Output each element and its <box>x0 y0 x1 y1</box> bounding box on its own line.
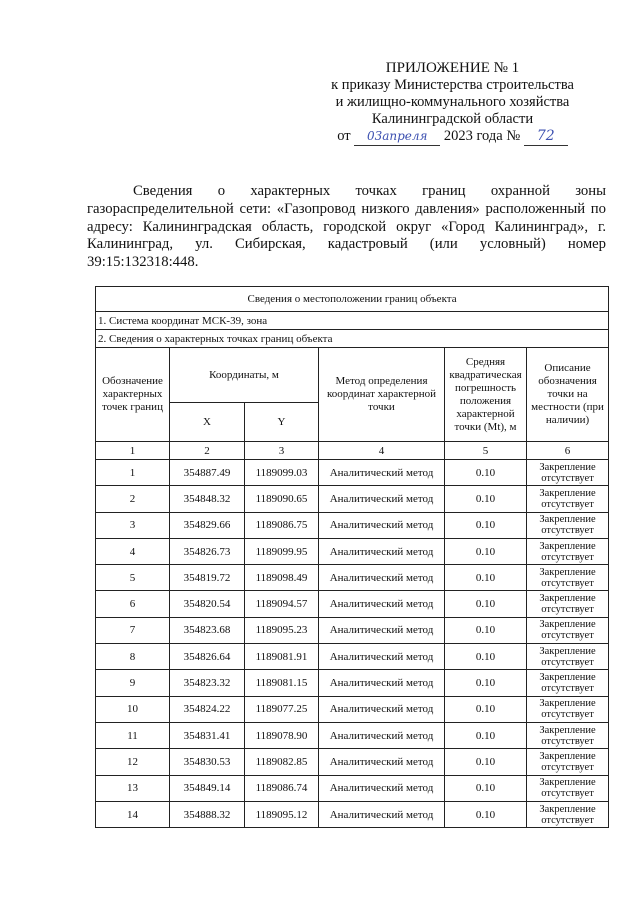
description: Закрепление отсутствует <box>527 460 609 486</box>
table-row <box>96 644 609 670</box>
column-number: 1 <box>96 442 170 460</box>
intro-paragraph <box>87 183 606 272</box>
table-row <box>96 538 609 564</box>
header-y: Y <box>245 403 319 442</box>
coord-x: 354831.41 <box>170 722 245 748</box>
order-line-2: и жилищно-коммунального хозяйства <box>335 94 570 110</box>
boundary-points-table <box>95 286 609 828</box>
handwritten-date: 03апреля <box>354 128 440 146</box>
method: Аналитический метод <box>319 696 445 722</box>
method: Аналитический метод <box>319 591 445 617</box>
column-number: 2 <box>170 442 245 460</box>
order-date-line <box>300 128 605 146</box>
intro-text: Сведения о характерных точках границ охранной зоны газораспределительной сети: «Газопровод низкого давления» расположенный по адресу: Калининградская область, городской округ «Город Калининград», г. Калининград, ул. Сибирская, кадастровый (или условный) номер 39:15:132318:448. <box>87 183 606 271</box>
coord-x: 354849.14 <box>170 775 245 801</box>
coord-x: 354848.32 <box>170 486 245 512</box>
method: Аналитический метод <box>319 722 445 748</box>
coord-x: 354887.49 <box>170 460 245 486</box>
point-number: 5 <box>96 565 170 591</box>
description: Закрепление отсутствует <box>527 644 609 670</box>
coord-y: 1189099.95 <box>245 538 319 564</box>
description: Закрепление отсутствует <box>527 696 609 722</box>
point-number: 13 <box>96 775 170 801</box>
coord-y: 1189081.15 <box>245 670 319 696</box>
table-row <box>96 670 609 696</box>
column-number: 3 <box>245 442 319 460</box>
header-coordinates: Координаты, м <box>170 348 319 403</box>
table-row <box>96 460 609 486</box>
column-number: 4 <box>319 442 445 460</box>
point-number: 11 <box>96 722 170 748</box>
point-number: 4 <box>96 538 170 564</box>
description: Закрепление отсутствует <box>527 538 609 564</box>
method: Аналитический метод <box>319 565 445 591</box>
coord-x: 354823.68 <box>170 617 245 643</box>
table-title: Сведения о местоположении границ объекта <box>96 287 609 312</box>
description: Закрепление отсутствует <box>527 591 609 617</box>
table-row <box>96 512 609 538</box>
method: Аналитический метод <box>319 538 445 564</box>
description: Закрепление отсутствует <box>527 617 609 643</box>
table-row <box>96 591 609 617</box>
column-number: 6 <box>527 442 609 460</box>
point-number: 8 <box>96 644 170 670</box>
date-prefix: от <box>337 128 351 144</box>
coord-y: 1189095.12 <box>245 801 319 827</box>
coord-y: 1189090.65 <box>245 486 319 512</box>
point-number: 1 <box>96 460 170 486</box>
coord-y: 1189078.90 <box>245 722 319 748</box>
error-value: 0.10 <box>445 696 527 722</box>
error-value: 0.10 <box>445 644 527 670</box>
coord-y: 1189081.91 <box>245 644 319 670</box>
point-number: 7 <box>96 617 170 643</box>
point-number: 2 <box>96 486 170 512</box>
coord-x: 354819.72 <box>170 565 245 591</box>
method: Аналитический метод <box>319 749 445 775</box>
coord-y: 1189086.74 <box>245 775 319 801</box>
order-line-3: Калининградской области <box>371 111 534 127</box>
table-row <box>96 801 609 827</box>
handwritten-number: 72 <box>524 128 568 146</box>
method: Аналитический метод <box>319 644 445 670</box>
error-value: 0.10 <box>445 512 527 538</box>
coord-y: 1189099.03 <box>245 460 319 486</box>
error-value: 0.10 <box>445 460 527 486</box>
description: Закрепление отсутствует <box>527 722 609 748</box>
order-line-1: к приказу Министерства строительства <box>331 77 574 93</box>
error-value: 0.10 <box>445 565 527 591</box>
point-number: 3 <box>96 512 170 538</box>
method: Аналитический метод <box>319 460 445 486</box>
coordinate-system-row: 1. Система координат МСК-39, зона <box>96 312 609 330</box>
coord-x: 354824.22 <box>170 696 245 722</box>
coord-x: 354826.73 <box>170 538 245 564</box>
coord-x: 354830.53 <box>170 749 245 775</box>
coord-x: 354888.32 <box>170 801 245 827</box>
coord-y: 1189098.49 <box>245 565 319 591</box>
coord-y: 1189095.23 <box>245 617 319 643</box>
error-value: 0.10 <box>445 775 527 801</box>
table-row <box>96 696 609 722</box>
table-row <box>96 722 609 748</box>
method: Аналитический метод <box>319 617 445 643</box>
header-method: Метод определения координат характерной точки <box>319 348 445 442</box>
table-row <box>96 617 609 643</box>
year-text: 2023 года № <box>443 128 521 144</box>
coord-y: 1189094.57 <box>245 591 319 617</box>
table-row <box>96 775 609 801</box>
header-point: Обозначение характерных точек границ <box>96 348 170 442</box>
coord-y: 1189077.25 <box>245 696 319 722</box>
error-value: 0.10 <box>445 722 527 748</box>
error-value: 0.10 <box>445 617 527 643</box>
coord-x: 354820.54 <box>170 591 245 617</box>
error-value: 0.10 <box>445 749 527 775</box>
coord-x: 354826.64 <box>170 644 245 670</box>
point-number: 10 <box>96 696 170 722</box>
table-row <box>96 565 609 591</box>
error-value: 0.10 <box>445 801 527 827</box>
error-value: 0.10 <box>445 591 527 617</box>
header-error: Средняя квадратическая погрешность положения характерной точки (Mt), м <box>445 348 527 442</box>
description: Закрепление отсутствует <box>527 512 609 538</box>
column-number: 5 <box>445 442 527 460</box>
appendix-title: ПРИЛОЖЕНИЕ № 1 <box>385 60 520 76</box>
point-number: 12 <box>96 749 170 775</box>
coord-y: 1189086.75 <box>245 512 319 538</box>
coord-x: 354823.32 <box>170 670 245 696</box>
description: Закрепление отсутствует <box>527 565 609 591</box>
section-row: 2. Сведения о характерных точках границ объекта <box>96 330 609 348</box>
method: Аналитический метод <box>319 512 445 538</box>
point-number: 14 <box>96 801 170 827</box>
column-number-row <box>96 442 609 460</box>
coord-y: 1189082.85 <box>245 749 319 775</box>
header-description: Описание обозначения точки на местности (при наличии) <box>527 348 609 442</box>
table-row <box>96 486 609 512</box>
description: Закрепление отсутствует <box>527 801 609 827</box>
method: Аналитический метод <box>319 670 445 696</box>
header-x: X <box>170 403 245 442</box>
error-value: 0.10 <box>445 538 527 564</box>
method: Аналитический метод <box>319 801 445 827</box>
data-rows <box>96 460 609 828</box>
point-number: 6 <box>96 591 170 617</box>
coord-x: 354829.66 <box>170 512 245 538</box>
method: Аналитический метод <box>319 486 445 512</box>
appendix-header <box>300 60 605 146</box>
error-value: 0.10 <box>445 670 527 696</box>
description: Закрепление отсутствует <box>527 670 609 696</box>
description: Закрепление отсутствует <box>527 486 609 512</box>
method: Аналитический метод <box>319 775 445 801</box>
description: Закрепление отсутствует <box>527 749 609 775</box>
point-number: 9 <box>96 670 170 696</box>
table-row <box>96 749 609 775</box>
description: Закрепление отсутствует <box>527 775 609 801</box>
error-value: 0.10 <box>445 486 527 512</box>
